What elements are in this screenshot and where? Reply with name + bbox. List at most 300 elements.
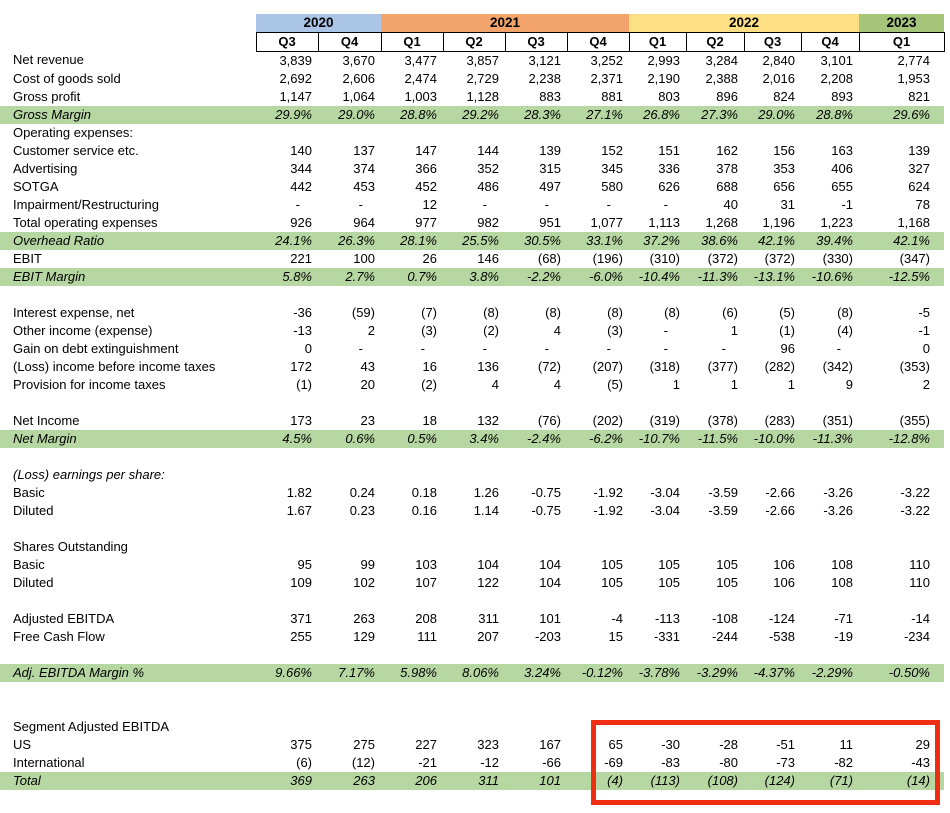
cell-net-revenue-col8[interactable]: 3,284 [705, 52, 738, 68]
cell-us-col8[interactable]: -28 [719, 736, 738, 752]
cell-provision-for-income-taxes-col6[interactable]: (5) [607, 376, 623, 392]
cell-total-col11[interactable]: (14) [859, 772, 944, 790]
cell-sotga-col3[interactable]: 452 [415, 178, 437, 194]
cell-cost-of-goods-sold-col9[interactable]: 2,016 [762, 70, 795, 86]
cell-customer-service-etc-col4[interactable]: 144 [477, 142, 499, 158]
row-label-gain-on-debt-extinguishment[interactable]: Gain on debt extinguishment [13, 340, 179, 356]
cell-us-col9[interactable]: -51 [776, 736, 795, 752]
cell-loss-income-before-income-taxes-col11[interactable]: (353) [899, 358, 930, 374]
cell-net-margin-col7[interactable]: -10.7% [629, 430, 686, 448]
cell-provision-for-income-taxes-col5[interactable]: 4 [553, 376, 561, 392]
row-label-gross-profit[interactable]: Gross profit [13, 88, 81, 104]
cell-gross-margin-col8[interactable]: 27.3% [686, 106, 744, 124]
cell-overhead-ratio-col9[interactable]: 42.1% [744, 232, 801, 250]
cell-customer-service-etc-col11[interactable]: 139 [908, 142, 930, 158]
cell-gain-on-debt-extinguishment-col8[interactable]: - [721, 340, 726, 356]
cell-adjusted-ebitda-col1[interactable]: 371 [290, 610, 312, 626]
cell-gross-margin-col3[interactable]: 28.8% [381, 106, 443, 124]
cell-net-margin-col4[interactable]: 3.4% [443, 430, 505, 448]
cell-net-revenue-col7[interactable]: 2,993 [647, 52, 680, 68]
cell-adjusted-ebitda-col2[interactable]: 263 [353, 610, 375, 626]
cell-diluted-col1[interactable]: 1.67 [286, 502, 312, 518]
cell-loss-income-before-income-taxes-col6[interactable]: (207) [592, 358, 623, 374]
cell-cost-of-goods-sold-col10[interactable]: 2,208 [820, 70, 853, 86]
cell-international-col6[interactable]: -69 [604, 754, 623, 770]
cell-net-margin-col5[interactable]: -2.4% [505, 430, 567, 448]
row-label-provision-for-income-taxes[interactable]: Provision for income taxes [13, 376, 166, 392]
cell-sotga-col9[interactable]: 656 [773, 178, 795, 194]
cell-international-col10[interactable]: -82 [834, 754, 853, 770]
cell-adj-ebitda-margin-col11[interactable]: -0.50% [859, 664, 944, 682]
cell-gain-on-debt-extinguishment-col7[interactable]: - [663, 340, 668, 356]
cell-ebit-col10[interactable]: (330) [822, 250, 853, 266]
cell-customer-service-etc-col3[interactable]: 147 [415, 142, 437, 158]
cell-diluted-col8[interactable]: 105 [716, 574, 738, 590]
cell-loss-income-before-income-taxes-col5[interactable]: (72) [537, 358, 561, 374]
cell-adj-ebitda-margin-col8[interactable]: -3.29% [686, 664, 744, 682]
cell-loss-income-before-income-taxes-col2[interactable]: 43 [360, 358, 375, 374]
cell-advertising-col4[interactable]: 352 [477, 160, 499, 176]
cell-cost-of-goods-sold-col7[interactable]: 2,190 [647, 70, 680, 86]
cell-gain-on-debt-extinguishment-col9[interactable]: 96 [780, 340, 795, 356]
cell-basic-col7[interactable]: 105 [658, 556, 680, 572]
cell-gain-on-debt-extinguishment-col1[interactable]: 0 [304, 340, 312, 356]
cell-gross-profit-col8[interactable]: 896 [716, 88, 738, 104]
cell-other-income-expense-col4[interactable]: (2) [483, 322, 499, 338]
cell-adjusted-ebitda-col3[interactable]: 208 [415, 610, 437, 626]
year-header-2022[interactable]: 2022 [629, 14, 859, 32]
cell-interest-expense-net-col4[interactable]: (8) [483, 304, 499, 320]
row-label-advertising[interactable]: Advertising [13, 160, 78, 176]
cell-basic-col3[interactable]: 0.18 [411, 484, 437, 500]
cell-impairment-restructuring-col1[interactable]: - [295, 196, 300, 212]
cell-other-income-expense-col5[interactable]: 4 [553, 322, 561, 338]
cell-gross-margin-col10[interactable]: 28.8% [801, 106, 859, 124]
cell-diluted-col2[interactable]: 102 [353, 574, 375, 590]
cell-us-col7[interactable]: -30 [661, 736, 680, 752]
cell-total-col5[interactable]: 101 [505, 772, 567, 790]
cell-gain-on-debt-extinguishment-col6[interactable]: - [606, 340, 611, 356]
cell-overhead-ratio-col6[interactable]: 33.1% [567, 232, 629, 250]
cell-impairment-restructuring-col3[interactable]: 12 [422, 196, 437, 212]
cell-gross-profit-col11[interactable]: 821 [908, 88, 930, 104]
cell-customer-service-etc-col1[interactable]: 140 [290, 142, 312, 158]
cell-total-operating-expenses-col11[interactable]: 1,168 [897, 214, 930, 230]
cell-cost-of-goods-sold-col3[interactable]: 2,474 [404, 70, 437, 86]
quarter-header-1-q3[interactable]: Q3 [256, 32, 318, 51]
cell-loss-income-before-income-taxes-col7[interactable]: (318) [649, 358, 680, 374]
cell-diluted-col6[interactable]: -1.92 [593, 502, 623, 518]
cell-net-income-col4[interactable]: 132 [477, 412, 499, 428]
cell-net-revenue-col3[interactable]: 3,477 [404, 52, 437, 68]
cell-us-col4[interactable]: 323 [477, 736, 499, 752]
cell-gross-margin-col9[interactable]: 29.0% [744, 106, 801, 124]
cell-interest-expense-net-col1[interactable]: -36 [293, 304, 312, 320]
cell-cost-of-goods-sold-col4[interactable]: 2,729 [466, 70, 499, 86]
cell-total-col3[interactable]: 206 [381, 772, 443, 790]
cell-customer-service-etc-col9[interactable]: 156 [773, 142, 795, 158]
row-label-segment-adjusted-ebitda[interactable]: Segment Adjusted EBITDA [13, 718, 170, 734]
cell-gross-profit-col7[interactable]: 803 [658, 88, 680, 104]
cell-diluted-col3[interactable]: 107 [415, 574, 437, 590]
cell-provision-for-income-taxes-col2[interactable]: 20 [360, 376, 375, 392]
cell-cost-of-goods-sold-col6[interactable]: 2,371 [590, 70, 623, 86]
cell-net-income-col11[interactable]: (355) [899, 412, 930, 428]
row-label-sotga[interactable]: SOTGA [13, 178, 59, 194]
cell-adjusted-ebitda-col4[interactable]: 311 [478, 610, 499, 626]
cell-diluted-col10[interactable]: -3.26 [823, 502, 853, 518]
cell-loss-income-before-income-taxes-col9[interactable]: (282) [764, 358, 795, 374]
cell-diluted-col11[interactable]: -3.22 [900, 502, 930, 518]
cell-ebit-col8[interactable]: (372) [707, 250, 738, 266]
cell-overhead-ratio-col1[interactable]: 24.1% [256, 232, 318, 250]
cell-loss-income-before-income-taxes-col10[interactable]: (342) [822, 358, 853, 374]
cell-international-col9[interactable]: -73 [776, 754, 795, 770]
cell-ebit-margin-col4[interactable]: 3.8% [443, 268, 505, 286]
row-label-cost-of-goods-sold[interactable]: Cost of goods sold [13, 70, 121, 86]
cell-provision-for-income-taxes-col11[interactable]: 2 [922, 376, 930, 392]
cell-diluted-col8[interactable]: -3.59 [708, 502, 738, 518]
row-label-customer-service-etc[interactable]: Customer service etc. [13, 142, 139, 158]
cell-cost-of-goods-sold-col11[interactable]: 1,953 [897, 70, 930, 86]
quarter-header-10-q4[interactable]: Q4 [801, 32, 859, 51]
cell-overhead-ratio-col11[interactable]: 42.1% [859, 232, 944, 250]
cell-adjusted-ebitda-col8[interactable]: -108 [711, 610, 738, 626]
cell-free-cash-flow-col4[interactable]: 207 [477, 628, 499, 644]
cell-net-margin-col9[interactable]: -10.0% [744, 430, 801, 448]
cell-impairment-restructuring-col5[interactable]: - [544, 196, 549, 212]
cell-advertising-col3[interactable]: 366 [415, 160, 437, 176]
cell-net-margin-col2[interactable]: 0.6% [318, 430, 381, 448]
cell-gross-profit-col2[interactable]: 1,064 [342, 88, 375, 104]
cell-cost-of-goods-sold-col5[interactable]: 2,238 [528, 70, 561, 86]
cell-us-col11[interactable]: 29 [915, 736, 930, 752]
quarter-header-2-q4[interactable]: Q4 [318, 32, 381, 51]
cell-loss-income-before-income-taxes-col4[interactable]: 136 [477, 358, 499, 374]
cell-gross-margin-col7[interactable]: 26.8% [629, 106, 686, 124]
cell-customer-service-etc-col7[interactable]: 151 [658, 142, 680, 158]
cell-gain-on-debt-extinguishment-col5[interactable]: - [544, 340, 549, 356]
cell-impairment-restructuring-col7[interactable]: - [663, 196, 668, 212]
cell-impairment-restructuring-col2[interactable]: - [358, 196, 363, 212]
cell-diluted-col6[interactable]: 105 [601, 574, 623, 590]
cell-other-income-expense-col9[interactable]: (1) [779, 322, 795, 338]
cell-total-col10[interactable]: (71) [801, 772, 859, 790]
cell-sotga-col8[interactable]: 688 [716, 178, 738, 194]
cell-net-revenue-col2[interactable]: 3,670 [342, 52, 375, 68]
quarter-header-7-q1[interactable]: Q1 [629, 32, 686, 51]
year-header-2020[interactable]: 2020 [256, 14, 381, 32]
cell-gross-margin-col1[interactable]: 29.9% [256, 106, 318, 124]
cell-other-income-expense-col7[interactable]: - [663, 322, 668, 338]
cell-gross-profit-col5[interactable]: 883 [539, 88, 561, 104]
cell-net-income-col3[interactable]: 18 [422, 412, 437, 428]
cell-sotga-col1[interactable]: 442 [290, 178, 312, 194]
cell-basic-col3[interactable]: 103 [415, 556, 437, 572]
cell-net-margin-col10[interactable]: -11.3% [801, 430, 859, 448]
cell-loss-income-before-income-taxes-col8[interactable]: (377) [707, 358, 738, 374]
cell-impairment-restructuring-col6[interactable]: - [606, 196, 611, 212]
cell-net-revenue-col10[interactable]: 3,101 [820, 52, 853, 68]
quarter-header-6-q4[interactable]: Q4 [567, 32, 629, 51]
cell-ebit-margin-col1[interactable]: 5.8% [256, 268, 318, 286]
row-label-adjusted-ebitda[interactable]: Adjusted EBITDA [13, 610, 115, 626]
cell-basic-col1[interactable]: 95 [297, 556, 312, 572]
cell-sotga-col10[interactable]: 655 [831, 178, 853, 194]
cell-advertising-col6[interactable]: 345 [601, 160, 623, 176]
cell-provision-for-income-taxes-col7[interactable]: 1 [672, 376, 680, 392]
cell-basic-col10[interactable]: -3.26 [823, 484, 853, 500]
cell-sotga-col7[interactable]: 626 [658, 178, 680, 194]
cell-net-income-col7[interactable]: (319) [649, 412, 680, 428]
cell-other-income-expense-col10[interactable]: (4) [837, 322, 853, 338]
cell-basic-col10[interactable]: 108 [831, 556, 853, 572]
cell-interest-expense-net-col5[interactable]: (8) [545, 304, 561, 320]
cell-us-col5[interactable]: 167 [539, 736, 561, 752]
cell-impairment-restructuring-col4[interactable]: - [482, 196, 487, 212]
cell-advertising-col10[interactable]: 406 [831, 160, 853, 176]
cell-ebit-margin-col9[interactable]: -13.1% [744, 268, 801, 286]
cell-international-col11[interactable]: -43 [911, 754, 930, 770]
cell-adj-ebitda-margin-col10[interactable]: -2.29% [801, 664, 859, 682]
cell-advertising-col7[interactable]: 336 [658, 160, 680, 176]
row-label-international[interactable]: International [13, 754, 85, 770]
cell-net-revenue-col11[interactable]: 2,774 [897, 52, 930, 68]
quarter-header-5-q3[interactable]: Q3 [505, 32, 567, 51]
cell-ebit-col7[interactable]: (310) [649, 250, 680, 266]
cell-impairment-restructuring-col11[interactable]: 78 [915, 196, 930, 212]
cell-ebit-margin-col8[interactable]: -11.3% [686, 268, 744, 286]
cell-net-income-col6[interactable]: (202) [592, 412, 623, 428]
cell-other-income-expense-col3[interactable]: (3) [421, 322, 437, 338]
cell-gross-margin-col5[interactable]: 28.3% [505, 106, 567, 124]
cell-total-operating-expenses-col7[interactable]: 1,113 [648, 214, 680, 230]
cell-customer-service-etc-col8[interactable]: 162 [716, 142, 738, 158]
row-label-free-cash-flow[interactable]: Free Cash Flow [13, 628, 105, 644]
cell-basic-col11[interactable]: 110 [909, 556, 930, 572]
row-label-ebit[interactable]: EBIT [13, 250, 42, 266]
cell-basic-col8[interactable]: 105 [716, 556, 738, 572]
cell-diluted-col2[interactable]: 0.23 [349, 502, 375, 518]
row-label-loss-earnings-per-share[interactable]: (Loss) earnings per share: [13, 466, 165, 482]
cell-cost-of-goods-sold-col2[interactable]: 2,606 [342, 70, 375, 86]
cell-us-col6[interactable]: 65 [608, 736, 623, 752]
cell-adj-ebitda-margin-col9[interactable]: -4.37% [744, 664, 801, 682]
cell-basic-col9[interactable]: 106 [773, 556, 795, 572]
cell-ebit-col5[interactable]: (68) [537, 250, 561, 266]
cell-cost-of-goods-sold-col1[interactable]: 2,692 [279, 70, 312, 86]
cell-impairment-restructuring-col8[interactable]: 40 [723, 196, 738, 212]
cell-net-income-col9[interactable]: (283) [764, 412, 795, 428]
cell-customer-service-etc-col2[interactable]: 137 [353, 142, 375, 158]
cell-diluted-col9[interactable]: -2.66 [765, 502, 795, 518]
cell-diluted-col10[interactable]: 108 [831, 574, 853, 590]
cell-net-revenue-col4[interactable]: 3,857 [466, 52, 499, 68]
cell-free-cash-flow-col6[interactable]: 15 [608, 628, 623, 644]
cell-ebit-col9[interactable]: (372) [764, 250, 795, 266]
row-label-us[interactable]: US [13, 736, 32, 752]
cell-net-revenue-col6[interactable]: 3,252 [590, 52, 623, 68]
cell-advertising-col11[interactable]: 327 [908, 160, 930, 176]
cell-diluted-col1[interactable]: 109 [290, 574, 312, 590]
cell-total-col7[interactable]: (113) [629, 772, 686, 790]
cell-impairment-restructuring-col10[interactable]: -1 [841, 196, 853, 212]
cell-adjusted-ebitda-col7[interactable]: -113 [654, 610, 680, 626]
row-label-basic[interactable]: Basic [13, 484, 45, 500]
cell-net-income-col10[interactable]: (351) [822, 412, 853, 428]
cell-interest-expense-net-col8[interactable]: (6) [722, 304, 738, 320]
cell-gross-profit-col10[interactable]: 893 [831, 88, 853, 104]
cell-total-col1[interactable]: 369 [256, 772, 318, 790]
cell-free-cash-flow-col3[interactable]: 111 [417, 628, 437, 644]
cell-net-margin-col8[interactable]: -11.5% [686, 430, 744, 448]
row-label-loss-income-before-income-taxes[interactable]: (Loss) income before income taxes [13, 358, 216, 374]
cell-gain-on-debt-extinguishment-col11[interactable]: 0 [922, 340, 930, 356]
cell-interest-expense-net-col6[interactable]: (8) [607, 304, 623, 320]
cell-diluted-col3[interactable]: 0.16 [411, 502, 437, 518]
cell-advertising-col8[interactable]: 378 [716, 160, 738, 176]
cell-ebit-col1[interactable]: 221 [290, 250, 312, 266]
cell-ebit-margin-col3[interactable]: 0.7% [381, 268, 443, 286]
cell-adj-ebitda-margin-col3[interactable]: 5.98% [381, 664, 443, 682]
cell-basic-col1[interactable]: 1.82 [286, 484, 312, 500]
cell-sotga-col11[interactable]: 624 [908, 178, 930, 194]
cell-advertising-col9[interactable]: 353 [773, 160, 795, 176]
cell-overhead-ratio-col4[interactable]: 25.5% [443, 232, 505, 250]
cell-interest-expense-net-col9[interactable]: (5) [779, 304, 795, 320]
cell-overhead-ratio-col2[interactable]: 26.3% [318, 232, 381, 250]
cell-net-income-col8[interactable]: (378) [707, 412, 738, 428]
quarter-header-4-q2[interactable]: Q2 [443, 32, 505, 51]
cell-basic-col5[interactable]: -0.75 [531, 484, 561, 500]
cell-diluted-col5[interactable]: -0.75 [531, 502, 561, 518]
cell-gross-margin-col11[interactable]: 29.6% [859, 106, 944, 124]
cell-basic-col2[interactable]: 99 [360, 556, 375, 572]
cell-free-cash-flow-col11[interactable]: -234 [903, 628, 930, 644]
cell-interest-expense-net-col11[interactable]: -5 [918, 304, 930, 320]
quarter-header-8-q2[interactable]: Q2 [686, 32, 744, 51]
cell-advertising-col5[interactable]: 315 [539, 160, 561, 176]
cell-basic-col4[interactable]: 104 [477, 556, 499, 572]
cell-overhead-ratio-col8[interactable]: 38.6% [686, 232, 744, 250]
cell-impairment-restructuring-col9[interactable]: 31 [780, 196, 795, 212]
cell-free-cash-flow-col7[interactable]: -331 [653, 628, 680, 644]
cell-other-income-expense-col11[interactable]: -1 [918, 322, 930, 338]
cell-international-col3[interactable]: -21 [418, 754, 437, 770]
cell-total-operating-expenses-col2[interactable]: 964 [353, 214, 375, 230]
cell-gross-margin-col2[interactable]: 29.0% [318, 106, 381, 124]
cell-loss-income-before-income-taxes-col1[interactable]: 172 [290, 358, 312, 374]
cell-ebit-margin-col6[interactable]: -6.0% [567, 268, 629, 286]
cell-adj-ebitda-margin-col5[interactable]: 3.24% [505, 664, 567, 682]
cell-net-margin-col6[interactable]: -6.2% [567, 430, 629, 448]
cell-cost-of-goods-sold-col8[interactable]: 2,388 [705, 70, 738, 86]
cell-net-margin-col3[interactable]: 0.5% [381, 430, 443, 448]
cell-total-operating-expenses-col4[interactable]: 982 [477, 214, 499, 230]
cell-provision-for-income-taxes-col10[interactable]: 9 [845, 376, 853, 392]
cell-sotga-col4[interactable]: 486 [477, 178, 499, 194]
quarter-header-3-q1[interactable]: Q1 [381, 32, 443, 51]
cell-net-income-col2[interactable]: 23 [360, 412, 375, 428]
cell-free-cash-flow-col10[interactable]: -19 [834, 628, 853, 644]
cell-total-operating-expenses-col10[interactable]: 1,223 [820, 214, 853, 230]
cell-provision-for-income-taxes-col8[interactable]: 1 [730, 376, 738, 392]
cell-adj-ebitda-margin-col4[interactable]: 8.06% [443, 664, 505, 682]
cell-basic-col5[interactable]: 104 [539, 556, 561, 572]
cell-diluted-col4[interactable]: 1.14 [473, 502, 499, 518]
cell-diluted-col7[interactable]: 105 [658, 574, 680, 590]
row-label-net-income[interactable]: Net Income [13, 412, 80, 428]
cell-diluted-col7[interactable]: -3.04 [650, 502, 680, 518]
cell-free-cash-flow-col9[interactable]: -538 [768, 628, 795, 644]
cell-international-col5[interactable]: -66 [542, 754, 561, 770]
cell-gain-on-debt-extinguishment-col3[interactable]: - [420, 340, 425, 356]
cell-ebit-margin-col10[interactable]: -10.6% [801, 268, 859, 286]
cell-other-income-expense-col1[interactable]: -13 [293, 322, 312, 338]
cell-customer-service-etc-col10[interactable]: 163 [831, 142, 853, 158]
cell-diluted-col4[interactable]: 122 [477, 574, 499, 590]
cell-advertising-col2[interactable]: 374 [353, 160, 375, 176]
cell-us-col2[interactable]: 275 [353, 736, 375, 752]
cell-overhead-ratio-col10[interactable]: 39.4% [801, 232, 859, 250]
cell-ebit-col4[interactable]: 146 [477, 250, 499, 266]
row-label-adj-ebitda-margin[interactable]: Adj. EBITDA Margin % [0, 664, 256, 682]
cell-customer-service-etc-col6[interactable]: 152 [601, 142, 623, 158]
cell-interest-expense-net-col7[interactable]: (8) [664, 304, 680, 320]
cell-net-margin-col11[interactable]: -12.8% [859, 430, 944, 448]
cell-gross-profit-col4[interactable]: 1,128 [466, 88, 499, 104]
cell-basic-col4[interactable]: 1.26 [473, 484, 499, 500]
cell-ebit-col2[interactable]: 100 [353, 250, 375, 266]
row-label-diluted[interactable]: Diluted [13, 574, 54, 590]
cell-interest-expense-net-col2[interactable]: (59) [351, 304, 375, 320]
cell-international-col7[interactable]: -83 [661, 754, 680, 770]
row-label-impairment-restructuring[interactable]: Impairment/Restructuring [13, 196, 159, 212]
cell-basic-col11[interactable]: -3.22 [900, 484, 930, 500]
cell-adj-ebitda-margin-col6[interactable]: -0.12% [567, 664, 629, 682]
cell-total-col4[interactable]: 311 [443, 772, 505, 790]
cell-total-col6[interactable]: (4) [567, 772, 629, 790]
cell-international-col8[interactable]: -80 [719, 754, 738, 770]
cell-basic-col6[interactable]: -1.92 [593, 484, 623, 500]
cell-gain-on-debt-extinguishment-col2[interactable]: - [358, 340, 363, 356]
cell-ebit-margin-col5[interactable]: -2.2% [505, 268, 567, 286]
cell-adjusted-ebitda-col9[interactable]: -124 [768, 610, 795, 626]
cell-gain-on-debt-extinguishment-col10[interactable]: - [836, 340, 841, 356]
cell-gross-margin-col4[interactable]: 29.2% [443, 106, 505, 124]
row-label-basic[interactable]: Basic [13, 556, 45, 572]
cell-ebit-margin-col7[interactable]: -10.4% [629, 268, 686, 286]
cell-provision-for-income-taxes-col4[interactable]: 4 [491, 376, 499, 392]
cell-international-col1[interactable]: (6) [296, 754, 312, 770]
cell-net-income-col1[interactable]: 173 [290, 412, 312, 428]
row-label-gross-margin[interactable]: Gross Margin [0, 106, 256, 124]
cell-basic-col2[interactable]: 0.24 [349, 484, 375, 500]
cell-total-col8[interactable]: (108) [686, 772, 744, 790]
quarter-header-11-q1[interactable]: Q1 [859, 32, 944, 51]
cell-total-operating-expenses-col8[interactable]: 1,268 [705, 214, 738, 230]
cell-diluted-col9[interactable]: 106 [773, 574, 795, 590]
cell-adjusted-ebitda-col11[interactable]: -14 [911, 610, 930, 626]
cell-interest-expense-net-col3[interactable]: (7) [421, 304, 437, 320]
cell-adj-ebitda-margin-col2[interactable]: 7.17% [318, 664, 381, 682]
cell-free-cash-flow-col8[interactable]: -244 [711, 628, 738, 644]
year-header-2023[interactable]: 2023 [859, 14, 944, 32]
cell-gross-profit-col1[interactable]: 1,147 [279, 88, 312, 104]
cell-overhead-ratio-col7[interactable]: 37.2% [629, 232, 686, 250]
cell-customer-service-etc-col5[interactable]: 139 [539, 142, 561, 158]
cell-diluted-col11[interactable]: 110 [909, 574, 930, 590]
